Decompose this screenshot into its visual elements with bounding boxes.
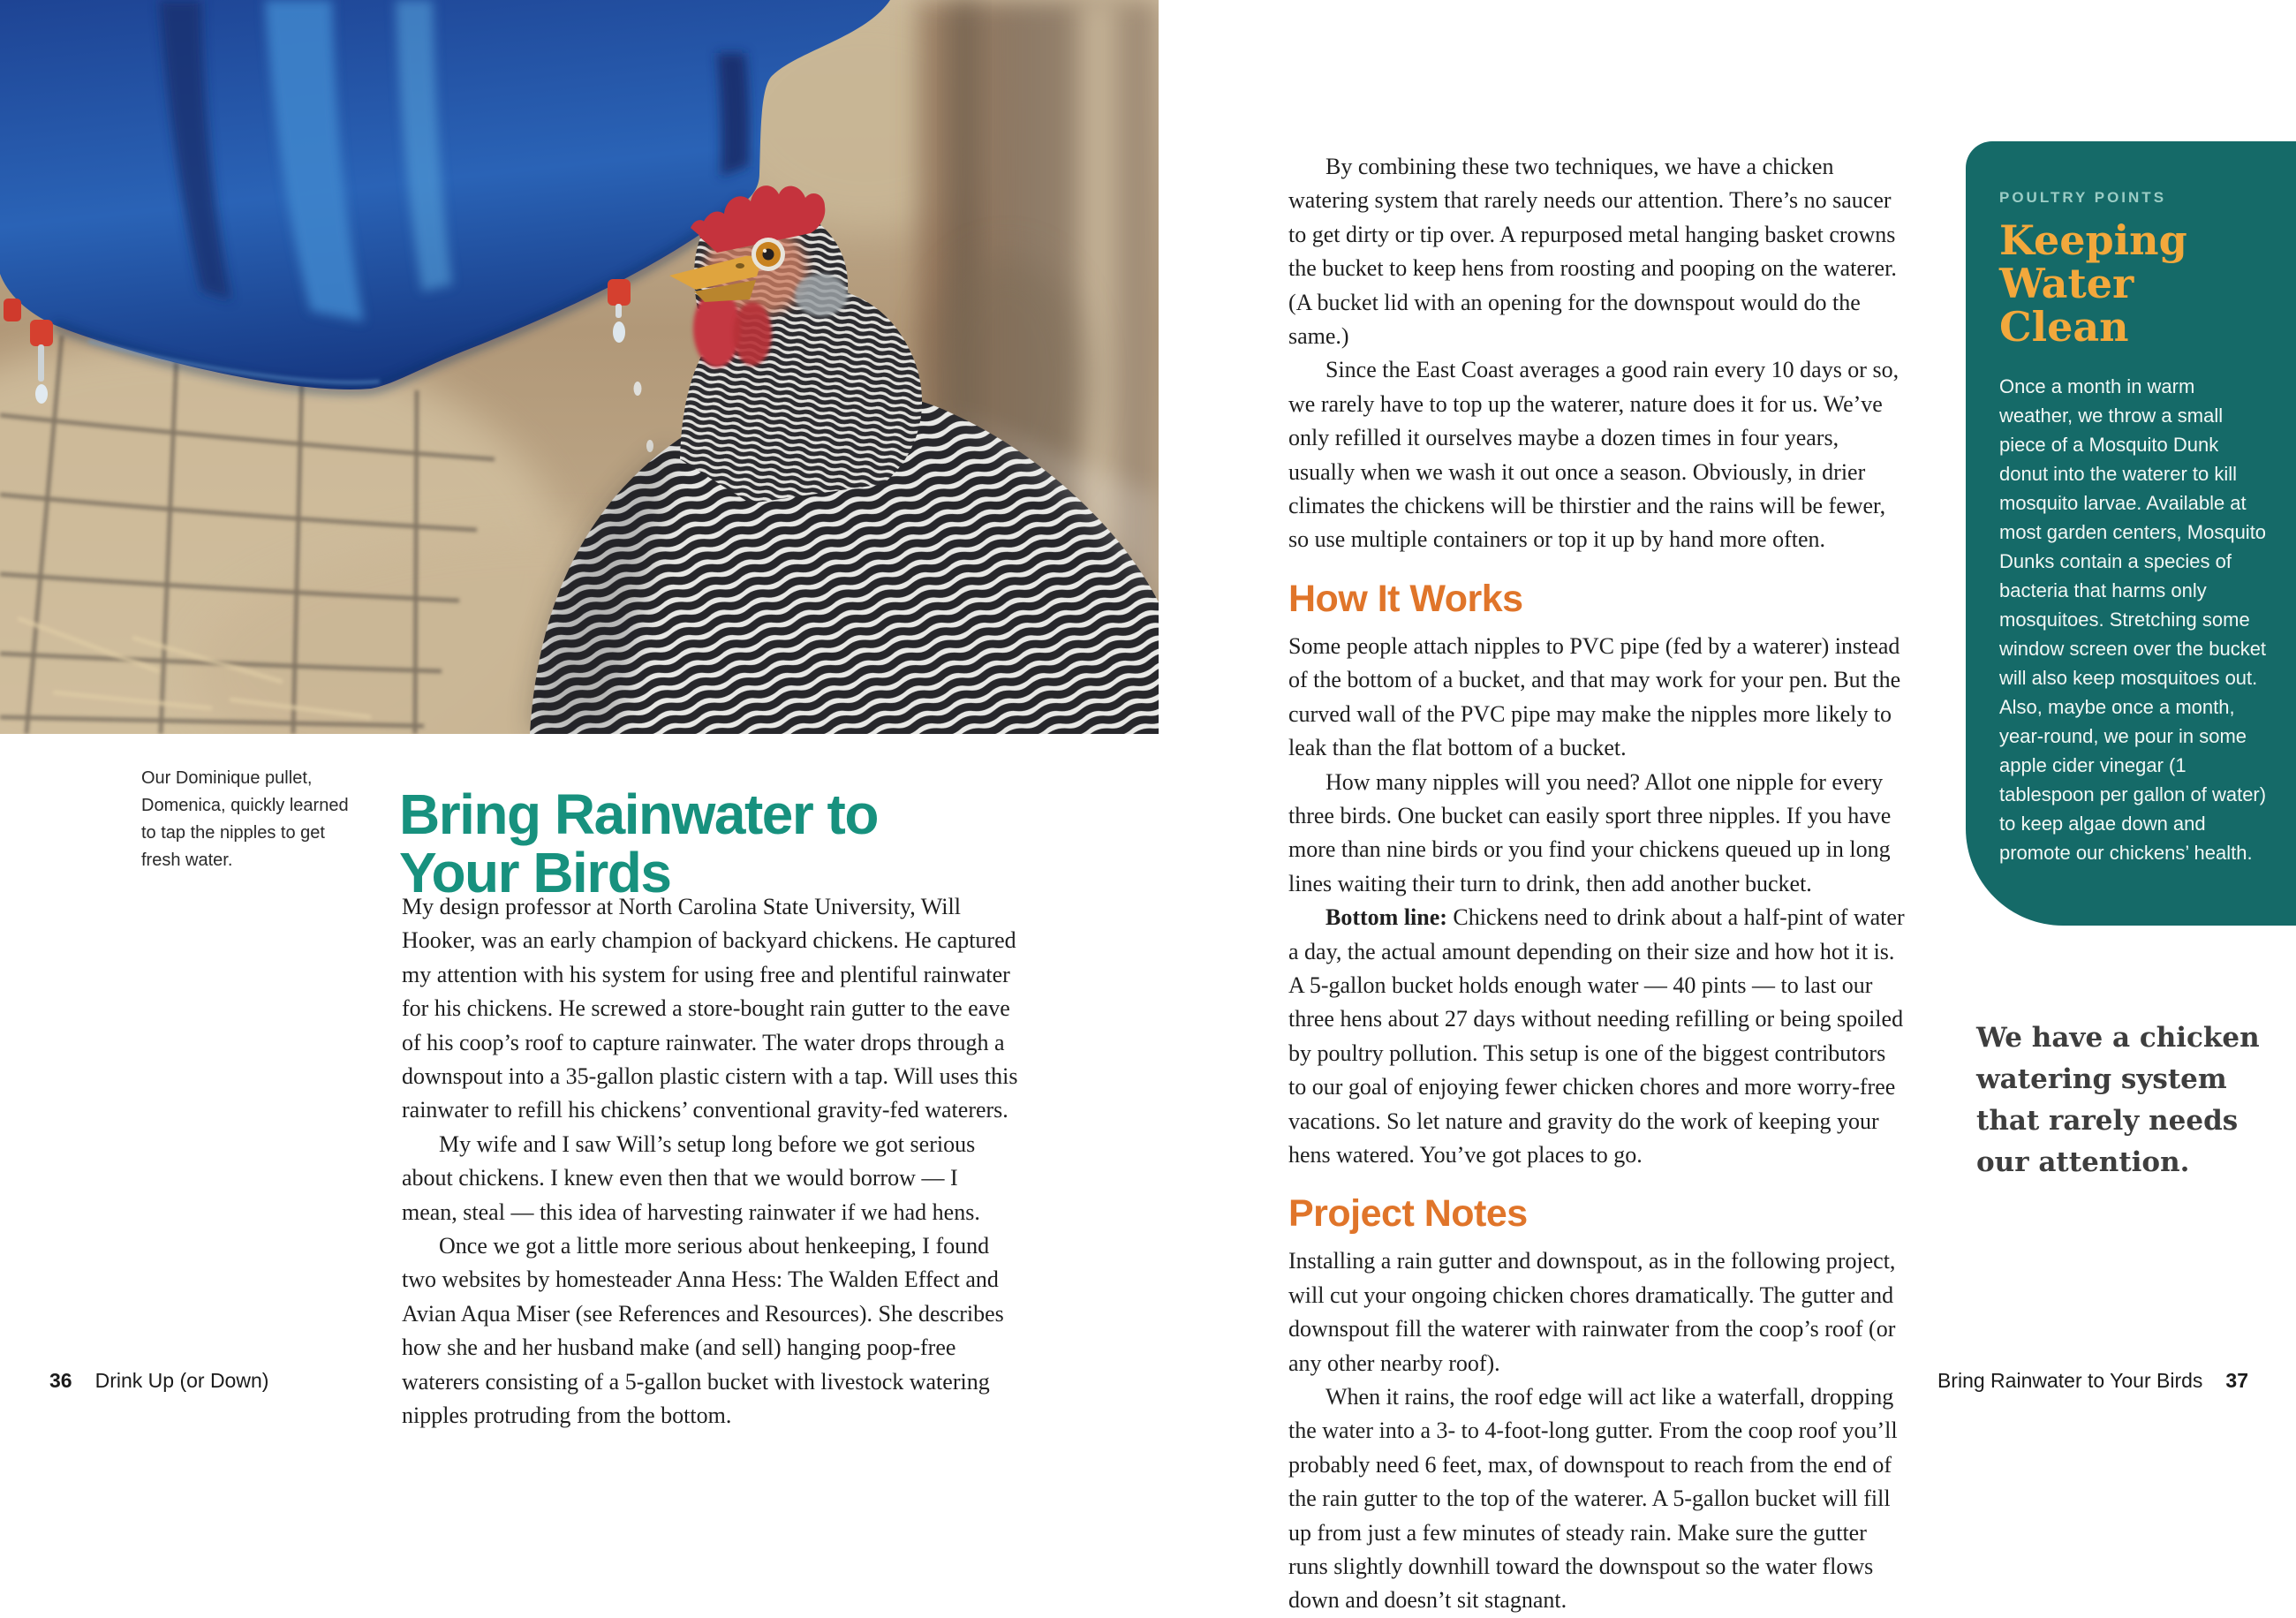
right-page-footer <box>1937 1369 2248 1393</box>
poultry-points-sidebar <box>1966 141 2296 926</box>
body-paragraph: My design professor at North Carolina State University, Will Hooker, was an early champion of backyard chickens. He captured my attention with his system for using free and plentiful rainwater for his chickens. He screwed a store-bought rain gutter to the eave of his coop’s roof to capture rainwater. The water drops through a downspout into a 35-gallon plastic cistern with a tap. Will uses this rainwater to refill his chickens’ conventional gravity-fed waterers. <box>402 894 1018 1123</box>
body-paragraph: Some people attach nipples to PVC pipe (fed by a waterer) instead of the bottom of a bucket, and that may work for your pen. But the curved wall of the PVC pipe may make the nipples more likely to leak than the flat bottom of a bucket. <box>1288 632 1901 761</box>
sidebar-body: Once a month in warm weather, we throw a small piece of a Mosquito Dunk donut into the waterer to kill mosquito larvae. Available at most garden centers, Mosquito Dunks contain a species of bacteria that harms only mosquitoes. Stretching some window screen over the bucket will also keep mosquitoes out. Also, maybe once a month, year-round, we pour in some apple cider vinegar (1 tablespoon per gallon of water) to keep algae down and promote our chickens’ health. <box>1999 375 2267 864</box>
footer-section-title: Drink Up (or Down) <box>94 1369 269 1392</box>
pull-quote: We have a chicken watering system that rarely needs our attention. <box>1976 1022 2260 1178</box>
left-text-column <box>402 890 1018 1433</box>
bottom-line-label: Bottom line: <box>1325 904 1447 931</box>
chicken-photo <box>0 0 1159 734</box>
section-heading-how-it-works: How It Works <box>1288 577 1523 620</box>
sidebar-title: Keeping Water Clean <box>1999 216 2187 351</box>
body-paragraph: Since the East Coast averages a good rain every 10 days or so, we rarely have to top up the waterer, nature does it for us. We’ve only refilled it ourselves maybe a dozen times in four years, usually when we wash it out once a season. Obviously, in drier climates the chickens will be thirstier and the rains will be fewer, so use multiple containers or top it up by hand more often. <box>1288 357 1899 553</box>
sidebar-kicker: POULTRY POINTS <box>1999 189 2167 206</box>
left-page-footer <box>49 1369 268 1393</box>
photo-caption: Our Dominique pullet, Domenica, quickly learned to tap the nipples to get fresh water. <box>141 768 349 870</box>
section-heading-project-notes: Project Notes <box>1288 1192 1528 1236</box>
page-number: 36 <box>49 1369 72 1392</box>
body-paragraph: How many nipples will you need? Allot one nipple for every three birds. One bucket can easily sport three nipples. If you have more than nine birds or you find your chickens queued up in long lines waiting their turn to drink, then add another bucket. <box>1288 768 1892 896</box>
footer-chapter-title: Bring Rainwater to Your Birds <box>1937 1369 2203 1392</box>
right-text-column <box>1288 150 1908 1618</box>
body-paragraph: By combining these two techniques, we have a chicken watering system that rarely needs our attention. There’s no saucer to get dirty or tip over. A repurposed metal hanging basket crowns the bucket to keep hens from roosting and pooping on the waterer. (A bucket lid with an opening for the downspout would do the same.) <box>1288 154 1897 350</box>
page-number: 37 <box>2225 1369 2248 1392</box>
body-paragraph: Installing a rain gutter and downspout, as in the following project, will cut your ongoing chicken chores dramatically. The gutter and downspout fill the waterer with rainwater from the coop’s roof (or any other nearby roof). <box>1288 1248 1896 1376</box>
body-paragraph: My wife and I saw Will’s setup long before we got serious about chickens. I knew even then that we would borrow — I mean, steal — this idea of harvesting rainwater if we had hens. <box>402 1130 980 1225</box>
body-paragraph-bottom-line <box>1288 901 1908 1172</box>
body-paragraph: When it rains, the roof edge will act like a waterfall, dropping the water into a 3- to 4-foot-long gutter. From the coop roof you’ll probably need 6 feet, max, of downspout to reach from the end of the rain gutter to the top of the waterer. A 5-gallon bucket will fill up from just a few minutes of steady rain. Make sure the gutter runs slightly downhill toward the downspout so the water flows down and doesn’t sit stagnant. <box>1288 1384 1898 1614</box>
chapter-title: Bring Rainwater to Your Birds <box>399 782 878 904</box>
bottom-line-text: Chickens need to drink about a half-pint of water a day, the actual amount depending on their size and how hot it is. A 5-gallon bucket holds enough water — 40 pints — to last our three hens about 27 days without needing refilling or being spoiled by poultry pollution. This setup is one of the biggest contributors to our goal of enjoying fewer chicken chores and more worry-free vacations. So let nature and gravity do the work of keeping your hens watered. You’ve got places to go. <box>1288 904 1905 1168</box>
body-paragraph: Once we got a little more serious about henkeeping, I found two websites by homesteader Anna Hess: The Walden Effect and Avian Aqua Miser (see References and Resources). She describes how she and her husband make (and sell) hanging poop-free waterers consisting of a 5-gallon bucket with livestock watering nipples protruding from the bottom. <box>402 1233 1004 1429</box>
